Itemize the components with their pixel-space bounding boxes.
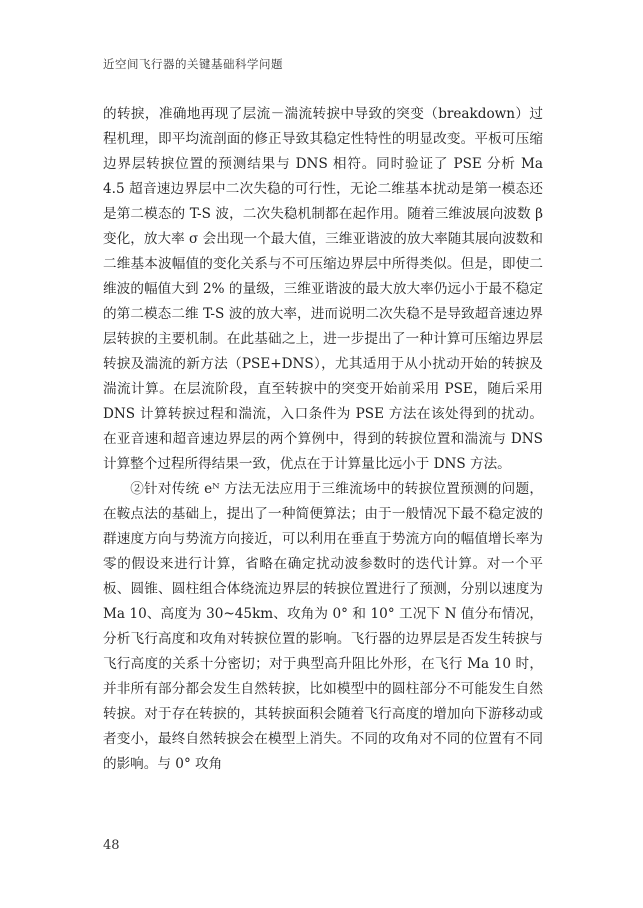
page-number: 48: [103, 838, 120, 853]
paragraph-continuation: 的转捩，准确地再现了层流－湍流转捩中导致的突变（breakdown）过程机理，即平均流剖面的修正导致其稳定性特性的明显改变。平板可压缩边界层转捩位置的预测结果与 DNS 相符。同时验证了 PSE 分析 Ma 4.5 超音速边界层中二次失稳的可行性，无论二维基本扰动是第一模态还是第二模态的 T-S 波，二次失稳机制都在起作用。随着三维波展向波数 β 变化，放大率 σ 会出现一个最大值，三维亚谐波的放大率随其展向波数和二维基本波幅值的变化关系与不可压缩边界层中所得类似。但是，即使二维波的幅值大到 2% 的量级，三维亚谐波的最大放大率仍远小于最不稳定的第二模态二维 T-S 波的放大率，进而说明二次失稳不是导致超音速边界层转捩的主要机制。在此基础之上，进一步提出了一种计算可压缩边界层转捩及湍流的新方法（PSE+DNS），尤其适用于从小扰动开始的转捩及湍流计算。在层流阶段，直至转捩中的突变开始前采用 PSE，随后采用 DNS 计算转捩过程和湍流，入口条件为 PSE 方法在该处得到的扰动。在亚音速和超音速边界层的两个算例中，得到的转捩位置和湍流与 DNS 计算整个过程所得结果一致，优点在于计算量比远小于 DNS 方法。: [103, 106, 543, 472]
paragraph-item-2: ②针对传统 eᴺ 方法无法应用于三维流场中的转捩位置预测的问题，在鞍点法的基础上，提出了一种简便算法；由于一般情况下最不稳定波的群速度方向与势流方向接近，可以利用在垂直于势流方向的幅值增长率为零的假设来进行计算，省略在确定扰动波参数时的迭代计算。对一个平板、圆锥、圆柱组合体绕流边界层的转捩位置进行了预测，分别以速度为 Ma 10、高度为 30~45km、攻角为 0° 和 10° 工况下 N 值分布情况，分析飞行高度和攻角对转捩位置的影响。飞行器的边界层是否发生转捩与飞行高度的关系十分密切；对于典型高升阻比外形，在飞行 Ma 10 时，并非所有部分都会发生自然转捩，比如模型中的圆柱部分不可能发生自然转捩。对于存在转捩的，其转捩面积会随着飞行高度的增加向下游移动或者变小，最终自然转捩会在模型上消失。不同的攻角对不同的位置有不同的影响。与 0° 攻角: [103, 481, 544, 772]
body-text: [103, 102, 543, 777]
running-header: 近空间飞行器的关键基础科学问题: [103, 57, 283, 71]
